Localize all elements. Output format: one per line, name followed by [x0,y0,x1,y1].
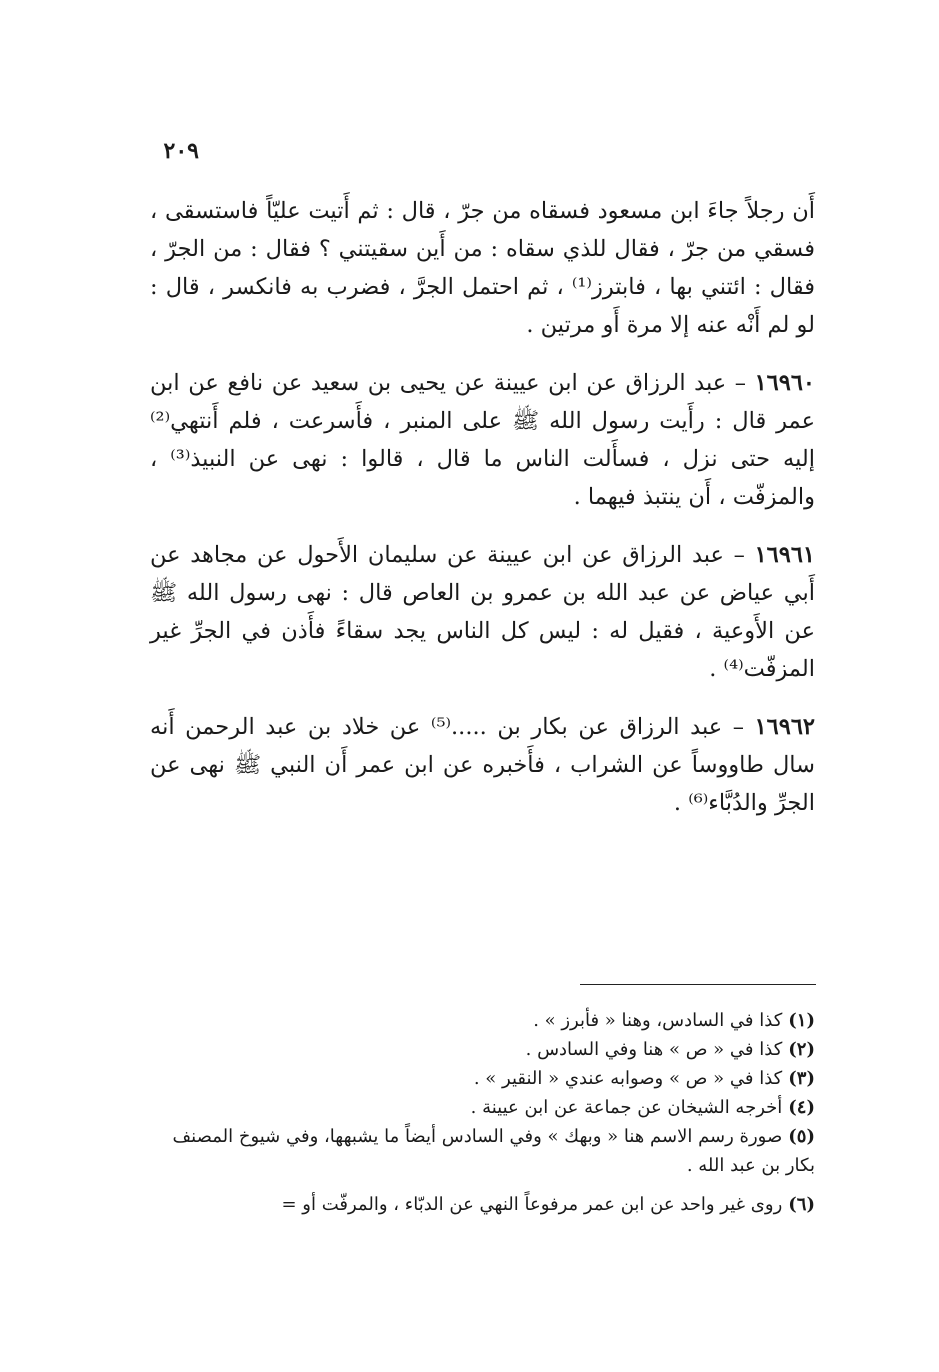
footnote-text: أخرجه الشيخان عن جماعة عن ابن عيينة . [470,1097,783,1118]
footnote-number: (٣) [788,1068,815,1089]
footnote-2 [150,1035,815,1064]
footnote-text: صورة رسم الاسم هنا « وبهك » وفي السادس أيضاً ما يشبهها، وفي شيوخ المصنف بكار بن عبد الله . [172,1126,815,1176]
main-text [150,192,815,842]
footnote-3 [150,1064,815,1093]
footnote-number: (١) [788,1010,815,1031]
footnote-text: روى غير واحد عن ابن عمر مرفوعاً النهي عن الدبّاء ، والمرفّت أو = [281,1194,783,1215]
footnote-number: (٥) [788,1126,815,1147]
footnotes [150,1006,815,1219]
paragraph-text: – عبد الرزاق عن بكار بن .....⁽⁵⁾ عن خلاد بن عبد الرحمن أَنه سال طاووساً عن الشراب ، فأَخبره عن ابن عمر أَن النبي ﷺ نهى عن الجرِّ والدُبَّاء⁽⁶⁾ . [150,714,815,816]
footnote-5 [150,1122,815,1180]
paragraph-continuation [150,192,815,344]
footnote-text: كذا في السادس، وهنا « فأبرز » . [533,1010,783,1031]
hadith-number: ١٦٩٦٢ [754,714,816,740]
hadith-number: ١٦٩٦١ [754,542,815,568]
footnote-1 [150,1006,815,1035]
hadith-number: ١٦٩٦٠ [754,370,816,396]
hadith-16962 [150,708,815,822]
footnote-number: (٤) [788,1097,815,1118]
footnote-number: (٦) [788,1194,815,1215]
footnote-6 [150,1190,815,1219]
hadith-16960 [150,364,815,516]
footnote-4 [150,1093,815,1122]
paragraph-text: – عبد الرزاق عن ابن عيينة عن سليمان الأَحول عن مجاهد عن أَبي عياض عن عبد الله بن عمرو بن العاص قال : نهى رسول الله ﷺ عن الأَوعية ، فقيل له : ليس كل الناس يجد سقاءً فأَذن في الجرِّ غير المزفّت⁽⁴⁾ . [150,542,815,682]
footnote-number: (٢) [788,1039,815,1060]
hadith-16961 [150,536,815,688]
footnote-divider [580,984,816,985]
paragraph-text: – عبد الرزاق عن ابن عيينة عن يحيى بن سعيد عن نافع عن ابن عمر قال : رأَيت رسول الله ﷺ على المنبر ، فأَسرعت ، فلم أَنتهي⁽²⁾ إليه حتى نزل ، فسأَلت الناس ما قال ، قالوا : نهى عن النبيذ⁽³⁾ ، والمزفّت ، أَن ينتبذ فيهما . [150,370,815,510]
page-number: ٢٠٩ [163,138,199,164]
footnote-text: كذا في « ص » وصوابه عندي « النقير » . [473,1068,783,1089]
paragraph-text: أَن رجلاً جاءَ ابن مسعود فسقاه من جرّ ، قال : ثم أَتيت عليّاً فاستسقى ، فسقي من جرّ ، فقال للذي سقاه : من أَين سقيتني ؟ فقال : من الجرّ ، فقال : ائتني بها ، فابترز⁽¹⁾ ، ثم احتمل الجرَّ ، فضرب به فانكسر ، قال : لو لم أَنْه عنه إلا مرة أَو مرتين . [150,198,815,338]
footnote-text: كذا في « ص » هنا وفي السادس . [525,1039,783,1060]
